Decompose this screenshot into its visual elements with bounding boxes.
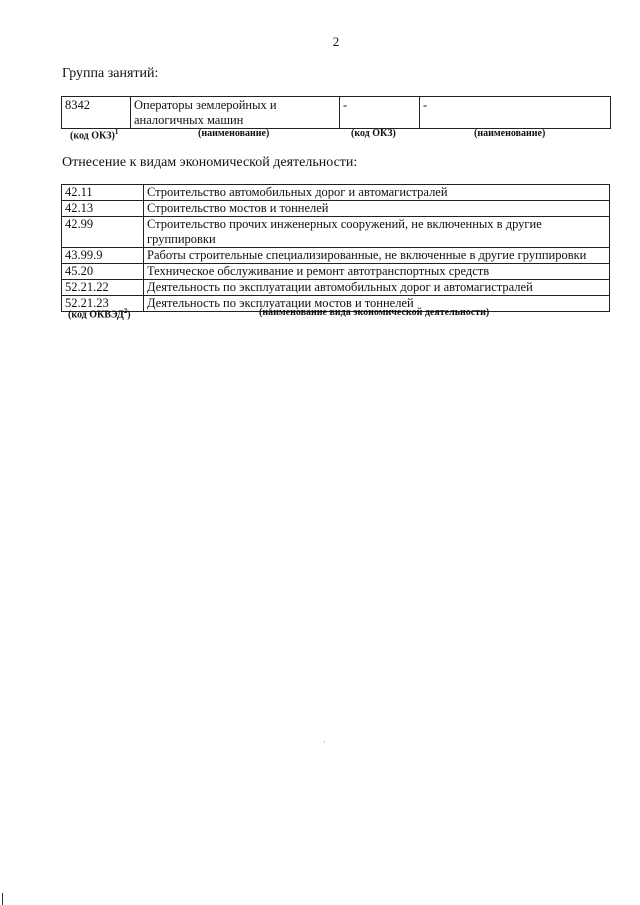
table-row xyxy=(62,97,611,129)
okz-code2-caption: (код ОКЗ) xyxy=(351,128,396,139)
table-row xyxy=(62,264,610,280)
table-row xyxy=(62,248,610,264)
activity-table xyxy=(61,184,610,312)
okved-name-cell: Строительство мостов и тоннелей xyxy=(144,201,610,217)
okz-name-caption: (наименование) xyxy=(198,128,270,139)
footnote-mark: 2 xyxy=(123,307,128,315)
occupation-table xyxy=(61,96,611,129)
table-row xyxy=(62,185,610,201)
scan-edge-mark xyxy=(2,893,3,905)
okved-name-cell: Деятельность по эксплуатации мостов и тоннелей xyxy=(144,296,610,312)
okved-code-cell: 42.11 xyxy=(62,185,144,201)
okved-name-caption: (наименование вида экономической деятельности) xyxy=(259,307,490,318)
okved-code-caption: (код ОКВЭД$^2$) xyxy=(68,307,131,321)
okz-code-cell: 8342 xyxy=(62,97,131,129)
okved-code-cell: 45.20 xyxy=(62,264,144,280)
okz-name2-caption: (наименование) xyxy=(474,128,546,139)
okved-name-cell: Техническое обслуживание и ремонт автотранспортных средств xyxy=(144,264,610,280)
table-row xyxy=(62,217,610,248)
table-row xyxy=(62,280,610,296)
activity-heading: Отнесение к видам экономической деятельности: xyxy=(62,155,358,170)
scan-speck: · xyxy=(323,738,326,747)
table-row xyxy=(62,201,610,217)
occupation-group-heading: Группа занятий: xyxy=(62,66,159,81)
okved-name-cell: Деятельность по эксплуатации автомобильных дорог и автомагистралей xyxy=(144,280,610,296)
okved-name-cell: Строительство прочих инженерных сооружений, не включенных в другие группировки xyxy=(144,217,610,248)
okved-code-cell: 52.21.22 xyxy=(62,280,144,296)
okz-code2-cell: - xyxy=(340,97,420,129)
footnote-mark: 1 xyxy=(114,128,119,136)
okved-code-cell: 52.21.23 xyxy=(62,296,144,312)
page-number: 2 xyxy=(332,34,340,49)
okved-code-cell: 42.99 xyxy=(62,217,144,248)
okved-name-cell: Работы строительные специализированные, не включенные в другие группировки xyxy=(144,248,610,264)
okz-name2-cell: - xyxy=(420,97,611,129)
okved-code-cell: 42.13 xyxy=(62,201,144,217)
okz-name-cell: Операторы землеройных и аналогичных машин xyxy=(131,97,340,129)
okved-code-cell: 43.99.9 xyxy=(62,248,144,264)
okz-code-caption: (код ОКЗ)$^1$ xyxy=(70,128,119,142)
okved-name-cell: Строительство автомобильных дорог и автомагистралей xyxy=(144,185,610,201)
